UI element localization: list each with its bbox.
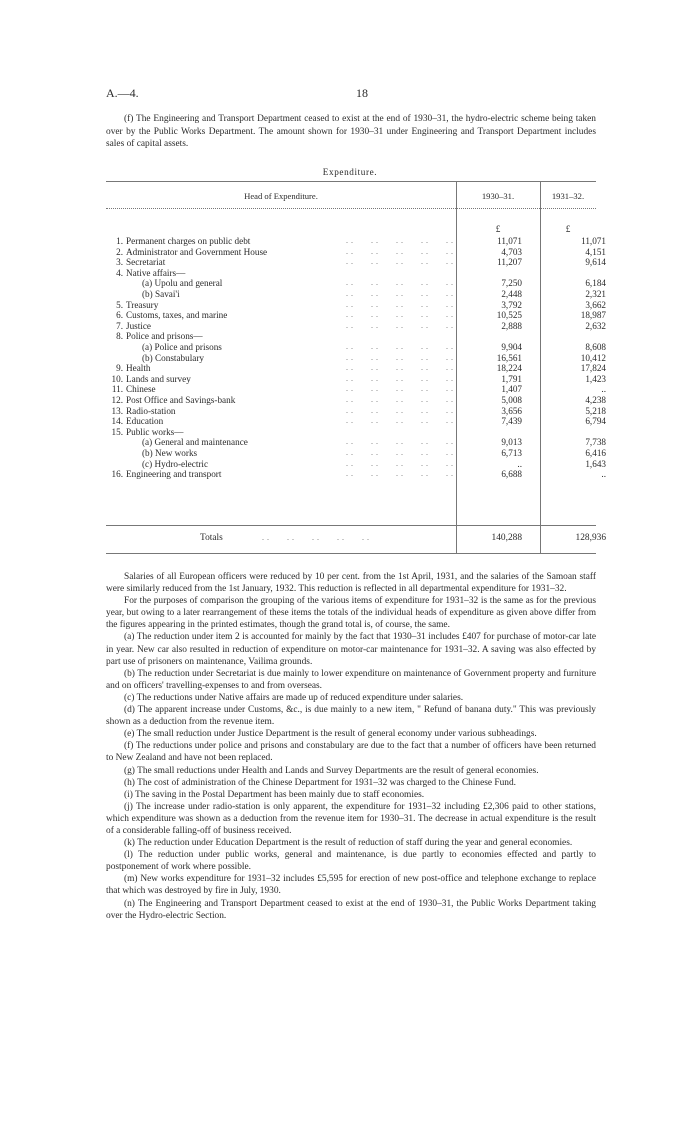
cell-1930-31: 9,013 xyxy=(501,437,522,448)
row-number: 7. xyxy=(116,320,123,331)
cell-1930-31: 18,224 xyxy=(496,363,522,374)
table-row xyxy=(106,331,596,342)
note-paragraph: (l) The reduction under public works, general and maintenance, is due partly to economies effected and partly to postponement of work where possible. xyxy=(106,850,596,873)
cell-1931-32: 1,643 xyxy=(585,458,606,469)
cell-1931-32: 2,321 xyxy=(585,289,606,299)
cell-1930-31: 7,250 xyxy=(501,278,522,289)
row-number: 5. xyxy=(116,299,123,310)
table-row xyxy=(106,448,606,459)
row-number: 15. xyxy=(111,426,123,437)
table-row xyxy=(106,373,606,385)
row-label: Engineering and transport xyxy=(126,469,222,480)
row-label: (b) Savai'i xyxy=(142,289,180,299)
table-row xyxy=(106,289,606,300)
cell-1931-32: 7,738 xyxy=(585,437,606,448)
row-number: 11. xyxy=(111,384,123,395)
leader-dots: .. .. .. .. .. xyxy=(346,416,456,426)
cell-1931-32: 6,184 xyxy=(585,278,606,289)
leader-dots: .. .. .. .. .. xyxy=(346,299,456,309)
leader-dots: .. .. .. .. .. xyxy=(346,278,456,288)
leader-dots: .. .. .. .. .. xyxy=(346,363,456,373)
cell-1931-32: 3,662 xyxy=(585,299,606,310)
totals-1930-31: 140,288 xyxy=(491,533,522,543)
cell-1930-31: 9,904 xyxy=(501,342,522,352)
table-row xyxy=(106,405,606,417)
table-totals-rule xyxy=(106,525,596,526)
row-label: Treasury xyxy=(126,299,159,310)
totals-label: Totals xyxy=(200,533,223,543)
cell-1931-32: 6,416 xyxy=(585,448,606,458)
cell-1930-31: 4,703 xyxy=(501,246,522,257)
note-paragraph: (b) The reduction under Secretariat is due mainly to lower expenditure on maintenance of Government property and furniture and on officers' travelling-expenses to and from overseas. xyxy=(106,668,596,691)
table-row xyxy=(106,246,606,258)
cell-1931-32: 4,238 xyxy=(585,395,606,405)
row-number: 2. xyxy=(116,246,123,257)
row-number: 16. xyxy=(111,469,123,480)
row-label: Lands and survey xyxy=(126,373,191,384)
cell-1930-31: 11,071 xyxy=(497,236,522,246)
cell-1931-32: 17,824 xyxy=(580,363,606,374)
table-title: Expenditure. xyxy=(322,167,378,177)
note-paragraph: (h) The cost of administration of the Chinese Department for 1931–32 was charged to the Chinese Fund. xyxy=(124,777,517,788)
note-paragraph: Salaries of all European officers were reduced by 10 per cent. from the 1st April, 1931, and the salaries of the Samoan staff were similarly reduced from the 1st January, 1932. This reduction is reflected in all departmental expenditure for 1931–32. xyxy=(106,572,596,595)
row-label: Radio-station xyxy=(126,405,176,416)
table-row xyxy=(106,363,606,374)
row-label: (a) General and maintenance xyxy=(142,437,248,448)
row-number: 8. xyxy=(116,331,123,342)
cell-1930-31: 6,688 xyxy=(501,469,522,480)
note-paragraph: (m) New works expenditure for 1931–32 includes £5,595 for erection of new post-office and telephone exchange to replace that which was destroyed by fire in July, 1930. xyxy=(106,874,596,897)
leader-dots: .. .. .. .. .. xyxy=(346,352,456,362)
table-row xyxy=(106,310,606,321)
row-label: Administrator and Government House xyxy=(126,246,268,257)
row-number: 1. xyxy=(116,236,123,246)
table-row xyxy=(106,384,606,395)
cell-1930-31: 10,525 xyxy=(496,310,522,321)
cell-1930-31: 1,407 xyxy=(501,384,522,395)
row-number: 12. xyxy=(111,395,123,405)
note-paragraph: (i) The saving in the Postal Department has been mainly due to staff economies. xyxy=(124,789,425,800)
leader-dots: .. .. .. .. .. xyxy=(346,384,456,394)
row-label: (b) Constabulary xyxy=(142,352,205,363)
note-paragraph: (k) The reduction under Education Department is the result of reduction of staff during the year and general economies. xyxy=(124,838,573,849)
cell-1930-31: 1,791 xyxy=(501,373,522,384)
table-row xyxy=(106,278,606,289)
table-row xyxy=(106,458,606,470)
table-row xyxy=(106,299,606,311)
page-number: 18 xyxy=(356,86,368,100)
table-top-rule xyxy=(106,181,596,182)
cell-1930-31: .. xyxy=(517,458,522,469)
table-header-rule xyxy=(106,208,596,209)
row-label: Permanent charges on public debt xyxy=(126,236,251,246)
currency-symbol: £ xyxy=(495,224,501,234)
currency-symbol: £ xyxy=(565,224,571,234)
table-row xyxy=(106,437,606,448)
note-paragraph: (n) The Engineering and Transport Department ceased to exist at the end of 1930–31, the Public Works Department taking over the Hydro-electric Section. xyxy=(106,898,596,921)
column-header-1930-31: 1930–31. xyxy=(481,191,515,201)
table-row xyxy=(106,257,606,268)
cell-1931-32: 1,423 xyxy=(585,373,606,384)
row-label: Chinese xyxy=(126,384,156,395)
cell-1930-31: 11,207 xyxy=(497,257,522,268)
leader-dots: .. .. .. .. .. xyxy=(346,342,456,351)
leader-dots: .. .. .. .. .. xyxy=(346,246,456,256)
cell-1931-32: 4,151 xyxy=(585,246,606,257)
row-number: 4. xyxy=(116,267,123,278)
row-number: 9. xyxy=(116,363,123,374)
note-paragraph: (g) The small reductions under Health and Lands and Survey Departments are the result of general economies. xyxy=(124,765,539,776)
cell-1930-31: 3,656 xyxy=(501,405,522,416)
row-label: Native affairs— xyxy=(126,267,186,278)
row-label: Education xyxy=(126,416,164,427)
leader-dots: .. .. .. .. .. xyxy=(346,320,456,330)
intro-paragraph: (f) The Engineering and Transport Department ceased to exist at the end of 1930–31, the hydro-electric scheme being taken over by the Public Works Department. The amount shown for 1930–31 under Engineering and Transport Department includes sales of capital assets. xyxy=(106,114,596,149)
cell-1931-32: 6,794 xyxy=(585,416,606,427)
table-bottom-rule xyxy=(106,553,596,554)
cell-1931-32: 18,987 xyxy=(580,310,606,321)
cell-1931-32: 10,412 xyxy=(580,352,606,363)
row-number: 3. xyxy=(116,257,123,268)
row-label: (b) New works xyxy=(142,448,198,458)
leader-dots: .. .. .. .. .. xyxy=(346,395,456,404)
cell-1930-31: 7,439 xyxy=(501,416,522,427)
cell-1930-31: 16,561 xyxy=(496,352,522,363)
note-paragraph: (f) The reductions under police and prisons and constabulary are due to the fact that a number of officers have been returned to New Zealand and have not been replaced. xyxy=(106,741,596,764)
cell-1931-32: .. xyxy=(601,469,606,480)
note-paragraph: (j) The increase under radio-station is only apparent, the expenditure for 1931–32 including £2,306 paid to other stations, which expenditure was shown as a deduction from the revenue item for 1930–31. The decrease in actual expenditure is the result of a considerable falling-off of business received. xyxy=(106,801,596,836)
note-paragraph: For the purposes of comparison the grouping of the various items of expenditure for 1931–32 is the same as for the previous year, but owing to a later rearrangement of these items the totals of the individual heads of expenditure as given above differ from the figures appearing in the printed estimates, though the grand total is, of course, the same. xyxy=(106,596,596,631)
row-number: 6. xyxy=(116,310,123,321)
cell-1931-32: 2,632 xyxy=(585,320,606,331)
cell-1930-31: 2,448 xyxy=(501,289,522,299)
note-paragraph: (e) The small reduction under Justice Department is the result of general economy under various subheadings. xyxy=(124,729,537,740)
leader-dots: .. .. .. .. .. xyxy=(346,458,456,468)
cell-1931-32: .. xyxy=(601,384,606,395)
row-number: 13. xyxy=(111,405,123,416)
leader-dots: .. .. .. .. .. xyxy=(346,437,456,447)
table-row xyxy=(106,395,606,406)
row-label: Post Office and Savings-bank xyxy=(126,395,236,405)
note-paragraph: (a) The reduction under item 2 is accounted for mainly by the fact that 1930–31 includes £407 for purchase of motor-car late in year. New car also resulted in reduction of expenditure on motor-car maintenance for 1931–32. A saving was also effected by part use of prisoners on maintenance, Vailima grounds. xyxy=(106,632,596,667)
cell-1930-31: 5,008 xyxy=(501,395,522,405)
column-header-head: Head of Expenditure. xyxy=(244,191,318,201)
leader-dots: .. .. .. .. .. xyxy=(346,405,456,415)
row-label: (a) Upolu and general xyxy=(142,278,223,289)
explanatory-notes xyxy=(106,571,596,922)
leader-dots: .. .. .. .. .. xyxy=(346,469,456,479)
cell-1931-32: 8,608 xyxy=(585,342,606,352)
table-row xyxy=(106,342,606,353)
row-label: (a) Police and prisons xyxy=(142,342,222,352)
row-number: 10. xyxy=(111,373,123,384)
leader-dots: .. .. .. .. .. xyxy=(346,257,456,267)
note-paragraph: (d) The apparent increase under Customs, &c., is due mainly to a new item, " Refund of banana duty." This was previously shown as a deduction from the revenue item. xyxy=(106,705,596,728)
table-row xyxy=(106,427,596,438)
row-label: Customs, taxes, and marine xyxy=(126,310,228,321)
cell-1930-31: 3,792 xyxy=(501,299,522,310)
row-label: (c) Hydro-electric xyxy=(142,458,209,469)
row-label: Justice xyxy=(126,320,152,331)
table-row xyxy=(106,268,596,279)
row-label: Police and prisons— xyxy=(126,331,203,342)
table-row xyxy=(106,236,606,247)
cell-1931-32: 9,614 xyxy=(585,257,606,268)
table-row xyxy=(106,352,606,364)
row-label: Health xyxy=(126,363,151,374)
cell-1931-32: 11,071 xyxy=(581,236,606,246)
totals-1931-32: 128,936 xyxy=(575,533,606,543)
row-label: Secretariat xyxy=(126,257,166,268)
row-number: 14. xyxy=(111,416,123,427)
document-reference: A.—4. xyxy=(106,86,139,100)
table-row xyxy=(106,416,606,427)
leader-dots: .. .. .. .. .. xyxy=(346,236,456,245)
table-row xyxy=(106,320,606,332)
row-label: Public works— xyxy=(126,426,184,437)
leader-dots: .. .. .. .. .. xyxy=(346,310,456,320)
leader-dots: .. .. .. .. .. xyxy=(262,533,372,542)
leader-dots: .. .. .. .. .. xyxy=(346,289,456,298)
column-header-1931-32: 1931–32. xyxy=(551,191,585,201)
leader-dots: .. .. .. .. .. xyxy=(346,373,456,383)
note-paragraph: (c) The reductions under Native affairs are made up of reduced expenditure under salaries. xyxy=(124,692,464,703)
cell-1930-31: 2,888 xyxy=(501,320,522,331)
cell-1931-32: 5,218 xyxy=(585,405,606,416)
leader-dots: .. .. .. .. .. xyxy=(346,448,456,457)
table-row xyxy=(106,469,606,480)
cell-1930-31: 6,713 xyxy=(501,448,522,458)
